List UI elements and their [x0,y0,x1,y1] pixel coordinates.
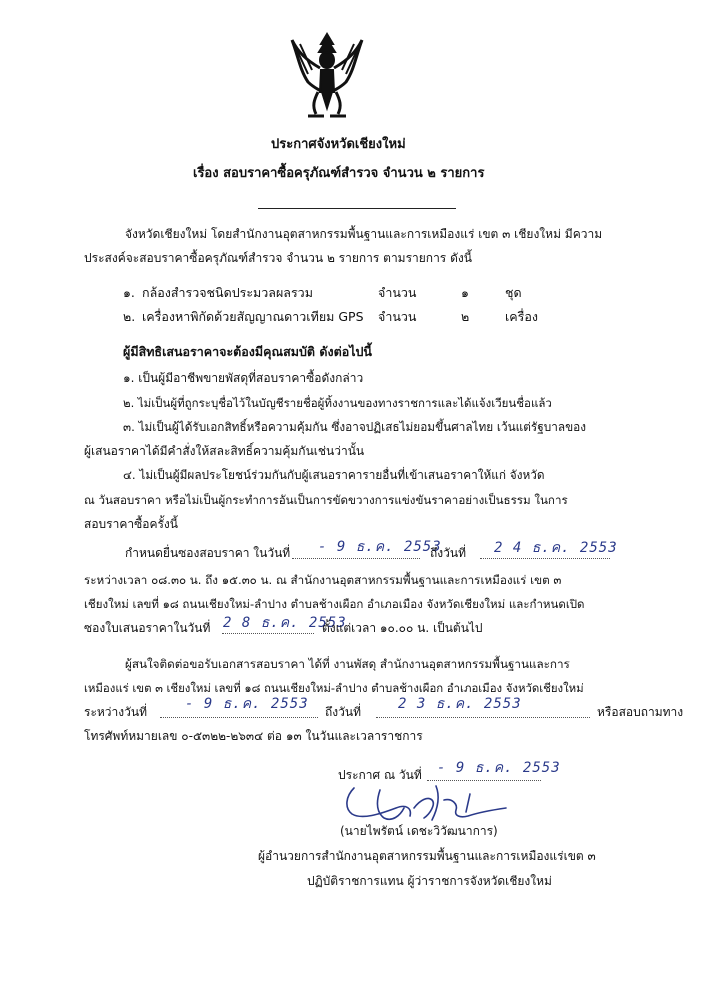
signature-image [340,778,520,828]
document-title: ประกาศจังหวัดเชียงใหม่ [271,137,406,152]
item-qty: ๒ [461,309,470,324]
announcement-date: - 9 ธ.ค. 2553 [437,760,561,776]
contact-phone: โทรศัพท์หมายเลข ๐-๕๓๒๒-๒๖๓๔ ต่อ ๑๓ ในวันและเวลาราชการ [84,729,423,743]
garuda-emblem-icon [288,30,366,122]
contact-or-label: หรือสอบถามทาง [597,705,684,719]
submission-end-label: ถึงวันที่ [430,546,466,560]
qualifications-heading: ผู้มีสิทธิเสนอราคาจะต้องมีคุณสมบัติ ดังต่อไปนี้ [123,344,372,359]
qualification-4-line-1: ๔. ไม่เป็นผู้มีผลประโยชน์ร่วมกันกับผู้เสนอราคารายอื่นที่เข้าเสนอราคาให้แก่ จังหวัด [123,468,545,482]
contact-line-2: เหมืองแร่ เขต ๓ เชียงใหม่ เลขที่ ๑๘ ถนนเชียงใหม่-ลำปาง ตำบลช้างเผือก อำเภอเมือง จังหวัดเชียงใหม่ [84,681,584,695]
item-name: กล้องสำรวจชนิดประมวลผลรวม [142,285,313,300]
submission-start-label: กำหนดยื่นซองสอบราคา ในวันที่ [125,546,291,560]
signer-position-1: ผู้อำนวยการสำนักงานอุตสาหกรรมพื้นฐานและการเหมืองแร่เขต ๓ [258,849,596,863]
document-subject: เรื่อง สอบราคาซื้อครุภัณฑ์สำรวจ จำนวน ๒ รายการ [193,166,485,181]
qualification-3-line-2: ผู้เสนอราคาได้มีคำสั่งให้สละสิทธิ์ความคุ้มกันเช่นว่านั้น [84,444,365,458]
contact-to-label: ถึงวันที่ [325,705,361,719]
item-number: ๒. [123,309,136,324]
signer-position-2: ปฏิบัติราชการแทน ผู้ว่าราชการจังหวัดเชียงใหม่ [307,874,552,888]
qualification-1: ๑. เป็นผู้มีอาชีพขายพัสดุที่สอบราคาซื้อดังกล่าว [123,371,364,385]
item-unit: เครื่อง [505,309,538,324]
item-qty-label: จำนวน [378,285,417,300]
item-number: ๑. [123,285,135,300]
intro-line-1: จังหวัดเชียงใหม่ โดยสำนักงานอุตสาหกรรมพื้นฐานและการเหมืองแร่ เขต ๓ เชียงใหม่ มีความ [125,227,603,241]
intro-line-2: ประสงค์จะสอบราคาซื้อครุภัณฑ์สำรวจ จำนวน ๒ รายการ ตามรายการ ดังนี้ [84,251,472,265]
contact-line-1: ผู้สนใจติดต่อขอรับเอกสารสอบราคา ได้ที่ งานพัสดุ สำนักงานอุตสาหกรรมพื้นฐานและการ [125,657,570,671]
title-divider [258,208,456,209]
opening-label: ซองใบเสนอราคาในวันที่ [84,621,211,635]
signer-name: (นายไพรัตน์ เดชะวิวัฒนาการ) [340,824,498,838]
submission-start-date: - 9 ธ.ค. 2553 [318,539,442,555]
qualification-2: ๒. ไม่เป็นผู้ที่ถูกระบุชื่อไว้ในบัญชีรายชื่อผู้ทิ้งงานของทางราชการและได้แจ้งเวียนชื่อแล้ว [123,396,552,410]
opening-time: ตั้งแต่เวลา ๑๐.๐๐ น. เป็นต้นไป [322,621,483,635]
qualification-4-line-2: ณ วันสอบราคา หรือไม่เป็นผู้กระทำการอันเป็นการขัดขวางการแข่งขันราคาอย่างเป็นธรรม ในการ [84,493,568,507]
qualification-3-line-1: ๓. ไม่เป็นผู้ได้รับเอกสิทธิ์หรือความคุ้มกัน ซึ่งอาจปฏิเสธไม่ยอมขึ้นศาลไทย เว้นแต่รัฐบาลของ [123,420,586,434]
submission-address-line: เชียงใหม่ เลขที่ ๑๘ ถนนเชียงใหม่-ลำปาง ตำบลช้างเผือก อำเภอเมือง จังหวัดเชียงใหม่ และกำหนดเปิด [84,597,585,611]
submission-end-date: 2 4 ธ.ค. 2553 [494,540,618,556]
contact-to-date: 2 3 ธ.ค. 2553 [398,696,522,712]
announcement-label: ประกาศ ณ วันที่ [338,768,422,782]
contact-between-label: ระหว่างวันที่ [84,705,147,719]
item-qty: ๑ [461,285,469,300]
qualification-4-line-3: สอบราคาซื้อครั้งนี้ [84,517,178,531]
item-qty-label: จำนวน [378,309,417,324]
contact-from-date: - 9 ธ.ค. 2553 [185,696,309,712]
item-name: เครื่องหาพิกัดด้วยสัญญาณดาวเทียม GPS [142,309,364,324]
submission-time-line: ระหว่างเวลา ๐๘.๓๐ น. ถึง ๑๕.๓๐ น. ณ สำนักงานอุตสาหกรรมพื้นฐานและการเหมืองแร่ เขต ๓ [84,573,562,587]
item-unit: ชุด [505,285,522,300]
opening-date: 2 8 ธ.ค. 2553 [223,615,347,631]
